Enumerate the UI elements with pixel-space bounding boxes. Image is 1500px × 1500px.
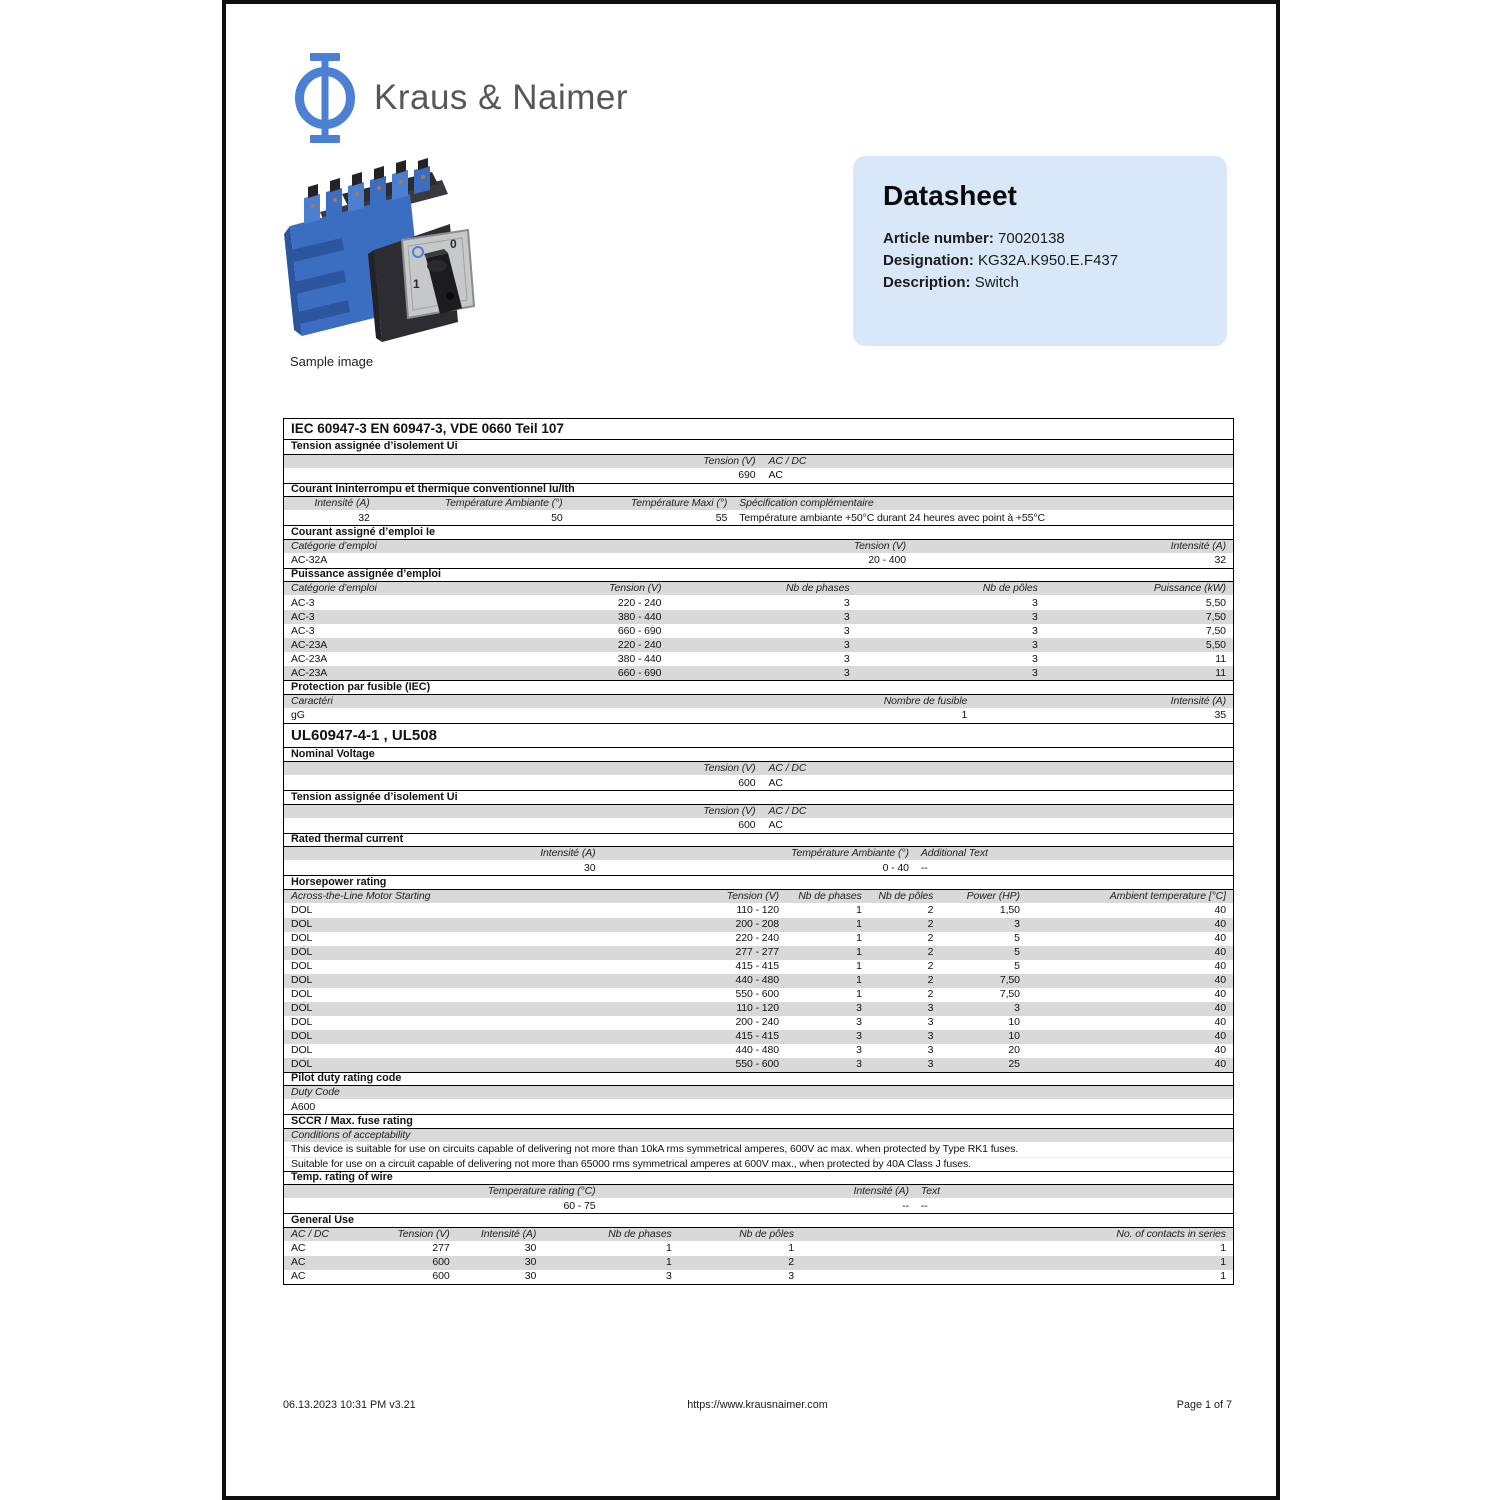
table-cell: 1 bbox=[961, 709, 968, 722]
table-cell: 3 bbox=[856, 1002, 862, 1015]
table-row bbox=[284, 1199, 1233, 1213]
table-cell: DOL bbox=[291, 904, 313, 917]
table-cell: AC bbox=[768, 776, 783, 789]
table-cell: 30 bbox=[524, 1270, 537, 1283]
table-cell: 3 bbox=[843, 652, 850, 665]
table-cell: AC-23A bbox=[291, 638, 328, 651]
table-cell: Tension (V) bbox=[703, 762, 756, 775]
table-cell: 1 bbox=[856, 960, 862, 973]
table-cell: 40 bbox=[1214, 1058, 1226, 1071]
table-cell: Température Ambiante (°) bbox=[444, 497, 563, 510]
table-cell: 32 bbox=[358, 511, 370, 524]
table-cell: 660 - 690 bbox=[617, 666, 662, 679]
table-cell: 2 bbox=[927, 974, 934, 987]
table-cell: AC-3 bbox=[291, 624, 315, 637]
table-cell: 1 bbox=[665, 1242, 672, 1255]
table-column-header-row bbox=[284, 1086, 1233, 1100]
table-cell: 3 bbox=[1032, 638, 1038, 651]
table-cell: 3 bbox=[927, 1058, 934, 1071]
table-cell: 35 bbox=[1214, 709, 1226, 722]
table-cell: 550 - 600 bbox=[735, 1058, 780, 1071]
table-cell: Intensité (A) bbox=[853, 1185, 909, 1198]
table-row bbox=[284, 946, 1233, 960]
table-cell: 3 bbox=[843, 666, 850, 679]
table-column-header-row bbox=[284, 1129, 1233, 1143]
table-cell: Pilot duty rating code bbox=[291, 1072, 402, 1085]
table-row bbox=[284, 610, 1233, 624]
table-row bbox=[284, 624, 1233, 638]
table-cell: 3 bbox=[1032, 652, 1038, 665]
table-cell: Tension (V) bbox=[609, 582, 662, 595]
table-cell: 3 bbox=[856, 1044, 862, 1057]
table-cell: Courant Ininterrompu et thermique conventionnel Iu/Ith bbox=[291, 483, 575, 496]
footer-url: https://www.krausnaimer.com bbox=[687, 1399, 828, 1411]
table-cell: AC bbox=[768, 819, 783, 832]
table-cell: 550 - 600 bbox=[735, 988, 780, 1001]
table-row bbox=[284, 1030, 1233, 1044]
datasheet-page bbox=[222, 0, 1280, 1500]
table-cell: 20 - 400 bbox=[868, 554, 907, 567]
table-cell: Température ambiante +50°C durant 24 heures avec point à +55°C bbox=[739, 511, 1045, 524]
footer-timestamp: 06.13.2023 10:31 PM v3.21 bbox=[283, 1399, 416, 1411]
table-subheader bbox=[284, 525, 1233, 540]
table-cell: 600 bbox=[432, 1256, 450, 1269]
table-cell: 3 bbox=[1032, 666, 1038, 679]
table-cell: 600 bbox=[432, 1270, 450, 1283]
table-cell: 1 bbox=[856, 946, 862, 959]
table-cell: 5,50 bbox=[1205, 596, 1226, 609]
table-cell: AC-23A bbox=[291, 666, 328, 679]
table-cell: DOL bbox=[291, 974, 313, 987]
table-cell: Caractéri bbox=[291, 694, 333, 707]
table-cell: 440 - 480 bbox=[735, 1044, 780, 1057]
table-cell: 11 bbox=[1215, 666, 1226, 679]
table-cell: 3 bbox=[1014, 918, 1020, 931]
table-cell: 2 bbox=[927, 946, 934, 959]
table-cell: 600 bbox=[738, 819, 756, 832]
table-cell: 1 bbox=[856, 918, 862, 931]
table-row bbox=[284, 1242, 1233, 1256]
table-subheader bbox=[284, 568, 1233, 583]
table-cell: 0 - 40 bbox=[882, 861, 909, 874]
table-cell: Catégorie d’emploi bbox=[291, 539, 377, 552]
table-cell: Nb de phases bbox=[608, 1227, 672, 1240]
table-cell: 3 bbox=[927, 1044, 934, 1057]
table-cell: 1 bbox=[856, 974, 862, 987]
table-cell: Intensité (A) bbox=[540, 847, 596, 860]
table-column-header-row bbox=[284, 582, 1233, 596]
table-cell: 3 bbox=[843, 596, 850, 609]
table-row bbox=[284, 1044, 1233, 1058]
table-cell: Temperature rating (°C) bbox=[487, 1185, 596, 1198]
table-subheader bbox=[284, 790, 1233, 805]
table-subheader bbox=[284, 483, 1233, 498]
table-cell: 40 bbox=[1214, 1002, 1226, 1015]
table-cell: Température Maxi (°) bbox=[630, 497, 728, 510]
table-cell: DOL bbox=[291, 1058, 313, 1071]
table-cell: 1 bbox=[1220, 1242, 1226, 1255]
table-cell: 10 bbox=[1008, 1030, 1020, 1043]
table-cell: AC bbox=[291, 1242, 306, 1255]
table-row bbox=[284, 1256, 1233, 1270]
table-cell: 3 bbox=[843, 610, 850, 623]
table-cell: DOL bbox=[291, 1030, 313, 1043]
table-cell: 415 - 415 bbox=[735, 960, 780, 973]
table-cell: Nb de pôles bbox=[982, 582, 1038, 595]
table-cell: 40 bbox=[1214, 988, 1226, 1001]
table-cell: 3 bbox=[843, 638, 850, 651]
table-subheader bbox=[284, 833, 1233, 848]
table-row bbox=[284, 1002, 1233, 1016]
table-cell: Power (HP) bbox=[966, 889, 1020, 902]
table-section-title bbox=[284, 723, 1233, 748]
table-cell: -- bbox=[920, 1199, 928, 1212]
table-column-header-row bbox=[284, 497, 1233, 511]
table-row bbox=[284, 974, 1233, 988]
table-cell: Ambient temperature [°C] bbox=[1109, 889, 1226, 902]
sample-image-caption: Sample image bbox=[290, 354, 374, 369]
table-row bbox=[284, 918, 1233, 932]
table-subheader bbox=[284, 748, 1233, 763]
designation-label: Designation: bbox=[883, 251, 974, 269]
table-cell: 3 bbox=[856, 1058, 862, 1071]
table-cell: Tension (V) bbox=[726, 889, 780, 902]
table-cell: AC / DC bbox=[291, 1227, 329, 1240]
table-cell: 40 bbox=[1214, 932, 1226, 945]
table-cell: 7,50 bbox=[999, 974, 1020, 987]
table-cell: No. of contacts in series bbox=[1116, 1227, 1226, 1240]
table-cell: AC-32A bbox=[291, 554, 328, 567]
table-cell: DOL bbox=[291, 1044, 313, 1057]
table-cell: Courant assigné d’emploi Ie bbox=[291, 525, 435, 538]
table-cell: Across-the-Line Motor Starting bbox=[291, 889, 431, 902]
table-cell: 2 bbox=[927, 904, 934, 917]
table-column-header-row bbox=[284, 762, 1233, 776]
brand-header bbox=[294, 52, 628, 144]
table-cell: 25 bbox=[1008, 1058, 1020, 1071]
table-row bbox=[284, 652, 1233, 666]
table-row bbox=[284, 596, 1233, 610]
table-cell: 3 bbox=[856, 1016, 862, 1029]
table-row bbox=[284, 1270, 1233, 1284]
table-cell: 3 bbox=[856, 1030, 862, 1043]
table-cell: A600 bbox=[291, 1100, 316, 1113]
table-cell: 5,50 bbox=[1205, 638, 1226, 651]
table-cell: 220 - 240 bbox=[617, 638, 662, 651]
table-cell: 7,50 bbox=[1205, 624, 1226, 637]
table-column-header-row bbox=[284, 1228, 1233, 1242]
table-cell: DOL bbox=[291, 1002, 313, 1015]
table-cell: Temp. rating of wire bbox=[291, 1171, 393, 1184]
svg-text:0: 0 bbox=[450, 237, 457, 251]
table-cell: Text bbox=[920, 1185, 940, 1198]
table-cell: 200 - 240 bbox=[735, 1016, 780, 1029]
table-cell: Catégorie d’emploi bbox=[291, 582, 377, 595]
table-cell: Tension assignée d’isolement Ui bbox=[291, 440, 458, 453]
table-row bbox=[284, 638, 1233, 652]
table-cell: 40 bbox=[1214, 1044, 1226, 1057]
phi-logo-icon bbox=[294, 52, 356, 144]
table-cell: DOL bbox=[291, 1016, 313, 1029]
table-row bbox=[284, 1058, 1233, 1072]
table-cell: 3 bbox=[927, 1002, 934, 1015]
table-row bbox=[284, 776, 1233, 790]
table-cell: 30 bbox=[584, 861, 596, 874]
table-column-header-row bbox=[284, 1185, 1233, 1199]
table-cell: Puissance (kW) bbox=[1153, 582, 1226, 595]
article-number-label: Article number: bbox=[883, 230, 994, 247]
table-cell: 3 bbox=[1032, 624, 1038, 637]
table-cell: 40 bbox=[1214, 1016, 1226, 1029]
table-cell: 40 bbox=[1214, 904, 1226, 917]
table-column-header-row bbox=[284, 455, 1233, 469]
table-cell: 1 bbox=[1220, 1256, 1226, 1269]
article-number-line bbox=[883, 228, 1197, 250]
table-cell: AC-3 bbox=[291, 610, 315, 623]
table-cell: 220 - 240 bbox=[735, 932, 780, 945]
table-cell: 40 bbox=[1214, 960, 1226, 973]
table-cell: Duty Code bbox=[291, 1086, 340, 1099]
table-cell: 3 bbox=[665, 1270, 672, 1283]
table-cell: 200 - 208 bbox=[735, 918, 780, 931]
table-cell: 3 bbox=[1014, 1002, 1020, 1015]
description-value: Switch bbox=[974, 273, 1019, 291]
table-cell: 600 bbox=[738, 776, 756, 789]
table-cell: 1 bbox=[788, 1242, 795, 1255]
table-cell: Protection par fusible (IEC) bbox=[291, 680, 431, 693]
table-column-header-row bbox=[284, 695, 1233, 709]
table-cell: 1 bbox=[856, 932, 862, 945]
table-cell: 1 bbox=[1220, 1270, 1226, 1283]
table-cell: 30 bbox=[524, 1242, 537, 1255]
table-cell: DOL bbox=[291, 988, 313, 1001]
designation-line bbox=[883, 250, 1197, 272]
table-cell: 220 - 240 bbox=[617, 596, 662, 609]
svg-text:1: 1 bbox=[413, 277, 420, 291]
table-cell: AC bbox=[768, 469, 783, 482]
table-cell: AC / DC bbox=[768, 762, 807, 775]
table-cell: Nb de phases bbox=[798, 889, 862, 902]
table-row bbox=[284, 988, 1233, 1002]
table-cell: 40 bbox=[1214, 1030, 1226, 1043]
table-cell: 10 bbox=[1008, 1016, 1020, 1029]
table-cell: DOL bbox=[291, 918, 313, 931]
table-cell: 277 - 277 bbox=[735, 946, 780, 959]
table-row bbox=[284, 1143, 1233, 1157]
table-cell: 2 bbox=[788, 1256, 795, 1269]
table-row bbox=[284, 666, 1233, 680]
table-cell: Spécification complémentaire bbox=[739, 497, 874, 510]
table-subheader bbox=[284, 1072, 1233, 1087]
table-cell: Nb de pôles bbox=[739, 1227, 795, 1240]
table-cell: 690 bbox=[738, 469, 756, 482]
brand-name: Kraus & Naimer bbox=[374, 78, 629, 117]
table-cell: AC-3 bbox=[291, 596, 315, 609]
table-cell: 5 bbox=[1014, 932, 1020, 945]
table-cell: Intensité (A) bbox=[1170, 539, 1226, 552]
table-cell: 60 - 75 bbox=[563, 1199, 596, 1212]
table-cell: Intensité (A) bbox=[314, 497, 370, 510]
table-cell: 3 bbox=[927, 1030, 934, 1043]
table-cell: Nombre de fusible bbox=[883, 694, 968, 707]
table-cell: Nb de pôles bbox=[878, 889, 934, 902]
table-cell: 1 bbox=[665, 1256, 672, 1269]
table-cell: Tension (V) bbox=[853, 539, 907, 552]
table-cell: gG bbox=[291, 709, 305, 722]
article-number-value: 70020138 bbox=[998, 230, 1065, 247]
table-cell: 1 bbox=[856, 988, 862, 1001]
table-column-header-row bbox=[284, 805, 1233, 819]
table-cell: 30 bbox=[524, 1256, 537, 1269]
table-cell: AC bbox=[291, 1270, 306, 1283]
table-cell: 40 bbox=[1214, 946, 1226, 959]
table-cell: 50 bbox=[551, 511, 563, 524]
table-cell: 3 bbox=[927, 1016, 934, 1029]
table-subheader bbox=[284, 1171, 1233, 1186]
table-cell: IEC 60947-3 EN 60947-3, VDE 0660 Teil 107 bbox=[291, 421, 564, 437]
table-row bbox=[284, 819, 1233, 833]
table-cell: This device is suitable for use on circuits capable of delivering not more than 10kA rms symmetrical amperes, 600V ac max. when protected by Type RK1 fuses. bbox=[291, 1143, 1019, 1156]
table-cell: Température Ambiante (°) bbox=[791, 847, 909, 860]
table-column-header-row bbox=[284, 847, 1233, 861]
table-cell: Nominal Voltage bbox=[291, 747, 375, 760]
datasheet-summary-box bbox=[853, 156, 1227, 346]
table-row bbox=[284, 904, 1233, 918]
table-cell: 20 bbox=[1008, 1044, 1020, 1057]
table-subheader bbox=[284, 1213, 1233, 1228]
table-cell: UL60947-4-1 , UL508 bbox=[291, 726, 437, 744]
table-row bbox=[284, 960, 1233, 974]
table-cell: DOL bbox=[291, 946, 313, 959]
table-cell: AC bbox=[291, 1256, 306, 1269]
table-row bbox=[284, 511, 1233, 525]
table-cell: Suitable for use on a circuit capable of delivering not more than 65000 rms symmetrical amperes at 600V max., when protected by 40A Class J fuses. bbox=[291, 1157, 971, 1170]
table-row bbox=[284, 861, 1233, 875]
table-cell: 380 - 440 bbox=[617, 652, 662, 665]
table-cell: 5 bbox=[1014, 960, 1020, 973]
designation-value: KG32A.K950.E.F437 bbox=[978, 251, 1119, 269]
table-cell: 2 bbox=[927, 988, 934, 1001]
table-cell: 3 bbox=[1032, 610, 1038, 623]
table-cell: 3 bbox=[788, 1270, 795, 1283]
description-line bbox=[883, 272, 1197, 294]
table-cell: 380 - 440 bbox=[617, 610, 662, 623]
table-cell: 1,50 bbox=[999, 904, 1020, 917]
table-subheader bbox=[284, 875, 1233, 890]
table-cell: 11 bbox=[1215, 652, 1226, 665]
table-cell: AC / DC bbox=[768, 454, 807, 467]
spec-table bbox=[283, 418, 1234, 1285]
table-cell: General Use bbox=[291, 1213, 355, 1226]
product-image bbox=[282, 154, 492, 354]
table-cell: 7,50 bbox=[999, 988, 1020, 1001]
table-cell: 40 bbox=[1214, 974, 1226, 987]
table-cell: 110 - 120 bbox=[736, 904, 780, 917]
table-cell: Tension (V) bbox=[703, 454, 756, 467]
table-cell: 7,50 bbox=[1205, 610, 1226, 623]
table-row bbox=[284, 932, 1233, 946]
table-cell: AC / DC bbox=[768, 804, 807, 817]
table-cell: 660 - 690 bbox=[617, 624, 662, 637]
table-cell: 32 bbox=[1214, 554, 1226, 567]
page-title: Datasheet bbox=[883, 180, 1017, 211]
table-cell: 2 bbox=[927, 918, 934, 931]
table-cell: Nb de phases bbox=[785, 582, 850, 595]
table-cell: Tension assignée d’isolement Ui bbox=[291, 790, 458, 803]
table-cell: DOL bbox=[291, 960, 313, 973]
table-cell: 40 bbox=[1214, 918, 1226, 931]
table-row bbox=[284, 554, 1233, 568]
table-cell: 2 bbox=[927, 932, 934, 945]
table-cell: Intensité (A) bbox=[1170, 694, 1226, 707]
table-row bbox=[284, 1016, 1233, 1030]
table-cell: Conditions of acceptability bbox=[291, 1128, 411, 1141]
table-row bbox=[284, 709, 1233, 723]
table-cell: 55 bbox=[715, 511, 728, 524]
table-cell: 5 bbox=[1014, 946, 1020, 959]
table-cell: Intensité (A) bbox=[480, 1227, 537, 1240]
table-section-title bbox=[284, 419, 1233, 440]
table-column-header-row bbox=[284, 540, 1233, 554]
table-subheader bbox=[284, 680, 1233, 695]
table-cell: 2 bbox=[927, 960, 934, 973]
table-cell: Horsepower rating bbox=[291, 875, 387, 888]
footer-page-number: Page 1 of 7 bbox=[1176, 1399, 1232, 1411]
table-cell: 440 - 480 bbox=[735, 974, 780, 987]
table-row bbox=[284, 1157, 1233, 1171]
table-cell: Rated thermal current bbox=[291, 833, 404, 846]
table-cell: Additional Text bbox=[920, 847, 988, 860]
table-column-header-row bbox=[284, 890, 1233, 904]
table-cell: Puissance assignée d’emploi bbox=[291, 568, 442, 581]
table-cell: -- bbox=[920, 861, 928, 874]
description-label: Description: bbox=[883, 273, 971, 291]
table-cell: DOL bbox=[291, 932, 313, 945]
table-row bbox=[284, 469, 1233, 483]
table-row bbox=[284, 1100, 1233, 1114]
table-cell: Tension (V) bbox=[703, 804, 756, 817]
table-cell: AC-23A bbox=[291, 652, 328, 665]
table-cell: 277 bbox=[432, 1242, 450, 1255]
table-subheader bbox=[284, 440, 1233, 455]
table-subheader bbox=[284, 1114, 1233, 1129]
table-cell: -- bbox=[902, 1199, 909, 1212]
table-cell: Tension (V) bbox=[397, 1227, 450, 1240]
table-cell: 3 bbox=[843, 624, 850, 637]
table-cell: SCCR / Max. fuse rating bbox=[291, 1114, 413, 1127]
table-cell: 415 - 415 bbox=[735, 1030, 780, 1043]
table-cell: 3 bbox=[1032, 596, 1038, 609]
table-cell: 1 bbox=[856, 904, 862, 917]
table-cell: 110 - 120 bbox=[736, 1002, 780, 1015]
